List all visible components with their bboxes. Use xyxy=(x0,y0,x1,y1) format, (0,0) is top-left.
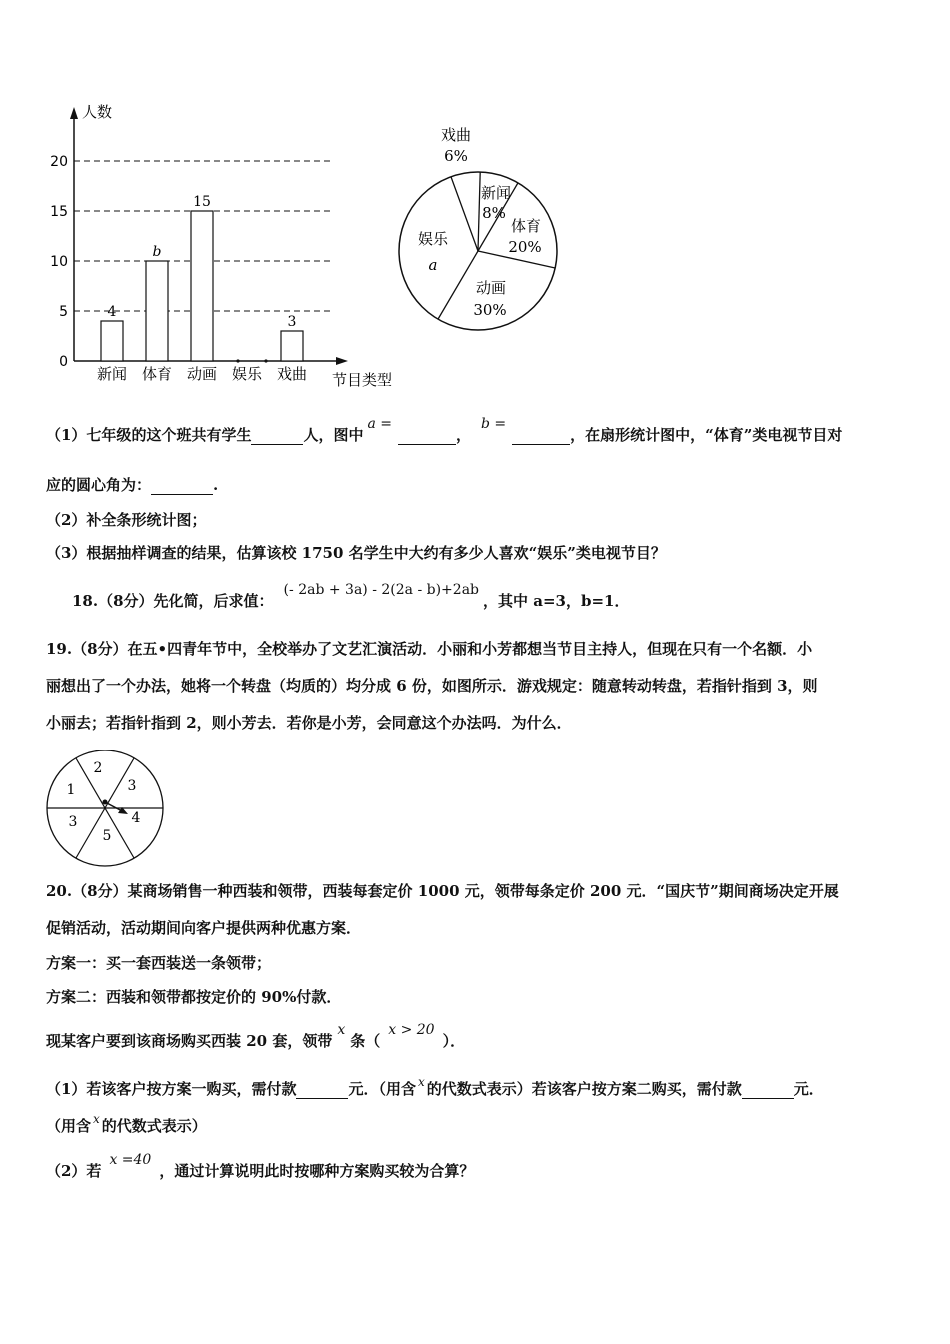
spinner-sector-number: 2 xyxy=(93,760,103,776)
x-equals-40: x =40 xyxy=(109,1152,152,1168)
q17-part1-line: （1）七年级的这个班共有学生 人，图中a = ，b = ，在扇形统计图中，“体育”类电视节目对 xyxy=(46,416,843,444)
pie-slice-percent: 30% xyxy=(473,301,507,319)
pie-chart xyxy=(390,118,570,338)
y-tick-label: 15 xyxy=(50,204,68,220)
var-x: x xyxy=(337,1022,346,1038)
bar xyxy=(191,211,213,361)
pie-slice-label: 娱乐 xyxy=(417,230,449,248)
pie-slice-percent: a xyxy=(428,256,438,274)
x-tick-label: 动画 xyxy=(186,365,218,383)
pie-slice-percent: 20% xyxy=(508,238,542,256)
q20-line4: 方案二：西装和领带都按定价的 90%付款． xyxy=(46,988,342,1006)
q19-line3: 小丽去；若指针指到 2，则小芳去．若你是小芳，会同意这个办法吗．为什么． xyxy=(46,714,572,732)
q17-part3: （3）根据抽样调查的结果，估算该校 1750 名学生中大约有多少人喜欢“娱乐”类电视节目？ xyxy=(46,544,666,562)
x-tick-label: 戏曲 xyxy=(276,365,308,383)
x-tick-label: 新闻 xyxy=(96,365,128,383)
bar-value-label: b xyxy=(152,244,162,260)
spinner-sector-number: 3 xyxy=(68,814,78,830)
x-tick-label: 娱乐 xyxy=(231,365,263,383)
pie-slice-boundary xyxy=(451,177,478,251)
spinner-sector-number: 5 xyxy=(102,828,112,844)
condition: x > 20 xyxy=(388,1022,435,1038)
spinner-sector-number: 1 xyxy=(66,782,76,798)
a-equals: a = xyxy=(367,416,392,432)
bar-value-label: 3 xyxy=(287,314,297,330)
q17-part2: （2）补全条形统计图； xyxy=(46,511,207,529)
y-axis-label: 人数 xyxy=(82,103,113,121)
y-tick-label: 20 xyxy=(50,154,68,170)
y-tick-label: 0 xyxy=(59,354,68,370)
bar-value-label: 15 xyxy=(193,194,211,210)
y-tick-label: 5 xyxy=(59,304,68,320)
pie-slice-boundary xyxy=(478,172,480,251)
bar xyxy=(101,321,123,361)
q20-part2-line: （2）若x =40，通过计算说明此时按哪种方案购买较为合算？ xyxy=(46,1152,475,1180)
blank-plan1 xyxy=(296,1080,348,1099)
bar-value-label: 4 xyxy=(107,304,117,320)
y-axis-arrow xyxy=(70,107,78,119)
b-equals: b = xyxy=(481,416,507,432)
pie-slice-label: 动画 xyxy=(475,279,507,297)
pie-slice-percent: 6% xyxy=(444,147,468,165)
q17-part1-line2: 应的圆心角为： . xyxy=(46,476,219,494)
bar xyxy=(281,331,303,361)
x-axis-arrow xyxy=(336,357,348,365)
spinner-sector-number: 4 xyxy=(131,810,141,826)
x-tick-label: 体育 xyxy=(141,365,173,383)
pie-slice-label: 体育 xyxy=(510,217,542,235)
q20-part1-line2: （用含 $^x$ 的代数式表示） xyxy=(46,1112,207,1135)
empty-bar-marker xyxy=(236,359,239,362)
pie-slice-label: 戏曲 xyxy=(440,126,472,144)
q20-part1-line: （1）若该客户按方案一购买，需付款 元．（用含 $^x$ 的代数式表示）若该客户按方案二购买，需付款 元． xyxy=(46,1075,824,1098)
q20-line1: 20.（8分）某商场销售一种西装和领带，西装每套定价 1000 元，领带每条定价 200 元．“国庆节”期间商场决定开展 xyxy=(46,882,839,900)
pie-slice-boundary xyxy=(438,251,478,319)
bar-chart xyxy=(40,95,410,395)
q19-line1: 19.（8分）在五•四青年节中，全校举办了文艺汇演活动．小丽和小芳都想当节目主持人，但现在只有一个名额．小 xyxy=(46,640,813,658)
q18-expression: (- 2ab + 3a) - 2(2a - b)+2ab xyxy=(283,582,480,598)
empty-bar-marker xyxy=(264,359,267,362)
spinner-diagram xyxy=(40,750,170,868)
q20-line3: 方案一：买一套西装送一条领带； xyxy=(46,954,272,972)
bar xyxy=(146,261,168,361)
var-x: x xyxy=(93,1112,100,1126)
q20-line5: 现某客户要到该商场购买西装 20 套，领带x条（x > 20）． xyxy=(46,1022,466,1050)
blank-b xyxy=(512,426,570,445)
pie-slice-label: 新闻 xyxy=(480,184,512,202)
q20-line2: 促销活动，活动期间向客户提供两种优惠方案． xyxy=(46,919,362,937)
y-tick-label: 10 xyxy=(50,254,68,270)
spinner-sector-number: 3 xyxy=(127,778,137,794)
var-x: x xyxy=(417,1075,425,1089)
pie-slice-percent: 8% xyxy=(482,204,506,222)
x-axis-label: 节目类型 xyxy=(332,371,393,389)
q18-line: 18.（8分）先化简，后求值：(- 2ab + 3a) - 2(2a - b)+2ab，其中 a=3，b=1． xyxy=(72,582,630,610)
blank-plan2 xyxy=(742,1080,794,1099)
blank-a xyxy=(398,426,456,445)
blank-angle xyxy=(151,476,213,495)
blank-students xyxy=(251,426,303,445)
q19-line2: 丽想出了一个办法，她将一个转盘（均质的）均分成 6 份，如图所示．游戏规定：随意转动转盘，若指针指到 3，则 xyxy=(46,677,818,695)
